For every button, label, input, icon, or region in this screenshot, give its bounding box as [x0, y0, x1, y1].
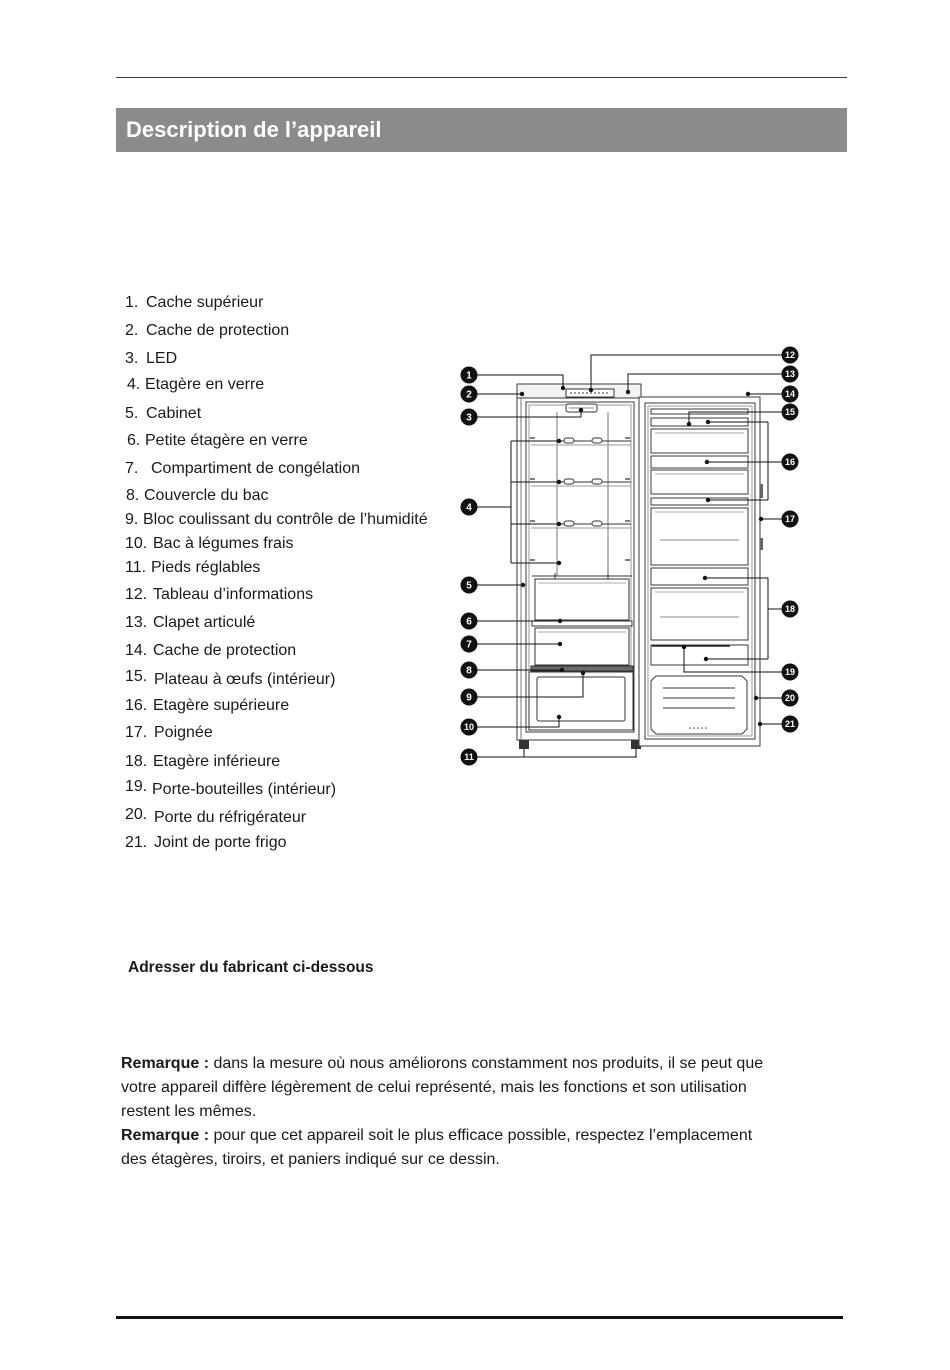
- small-glass-shelf: [532, 621, 632, 626]
- item-label: LED: [146, 350, 178, 367]
- door-bin: [651, 588, 748, 640]
- item-label: Clapet articulé: [153, 614, 256, 631]
- callout-number: 16: [784, 457, 796, 468]
- item-number: 10.: [125, 535, 148, 552]
- item-number: 6.: [127, 432, 141, 449]
- list-item: [125, 668, 445, 689]
- callout-4: [461, 499, 478, 516]
- callout-number: 20: [784, 693, 796, 704]
- item-number: 15.: [125, 668, 148, 685]
- list-item: [125, 724, 445, 742]
- remark-label: Remarque :: [121, 1055, 210, 1072]
- list-item: [125, 697, 445, 715]
- door-shelf: [651, 568, 748, 585]
- callout-13: [782, 366, 799, 383]
- callout-number: 10: [463, 722, 475, 733]
- door-handle: [760, 484, 763, 498]
- callout-8: [461, 662, 478, 679]
- list-item: [125, 614, 445, 632]
- callout-14: [782, 386, 799, 403]
- callout-number: 12: [784, 350, 796, 361]
- item-number: 5.: [125, 405, 139, 422]
- callout-number: 2: [466, 389, 472, 401]
- item-number: 11.: [125, 559, 147, 576]
- callout-number: 9: [466, 692, 472, 704]
- callout-number: 1: [466, 370, 472, 382]
- bottle-holder: [651, 645, 748, 665]
- lower-compartments: [529, 573, 633, 730]
- remark-text: restent les mêmes.: [121, 1103, 257, 1120]
- item-label: Etagère supérieure: [153, 697, 290, 714]
- list-item: [125, 535, 445, 553]
- list-item: [127, 376, 447, 394]
- page-title: Description de l’appareil: [126, 117, 382, 142]
- list-item: [125, 834, 445, 852]
- callout-12: [782, 347, 799, 364]
- callout-number: 19: [784, 667, 796, 678]
- callout-16: [782, 454, 799, 471]
- item-label: Etagère en verre: [145, 376, 265, 393]
- remark-text: pour que cet appareil soit le plus efficace possible, respectez l’emplacement: [213, 1127, 753, 1144]
- item-label: Petite étagère en verre: [145, 432, 308, 449]
- item-number: 3.: [125, 350, 139, 367]
- callout-number: 18: [784, 604, 796, 615]
- item-label: Pieds réglables: [151, 559, 261, 576]
- callout-15: [782, 404, 799, 421]
- callout-7: [461, 636, 478, 653]
- list-item: [125, 322, 445, 340]
- freezer-compartment: [535, 628, 629, 665]
- callout-number: 8: [466, 665, 472, 677]
- item-label: Couvercle du bac: [144, 487, 269, 504]
- remark-text: des étagères, tiroirs, et paniers indiqué sur ce dessin.: [121, 1151, 500, 1168]
- remark-line: [121, 1076, 841, 1100]
- callout-number: 11: [464, 752, 474, 763]
- remark-line: [121, 1052, 841, 1076]
- item-number: 14.: [125, 642, 148, 659]
- top-rule: [116, 77, 847, 78]
- manufacturer-note: Adresser du fabricant ci-dessous: [128, 959, 374, 976]
- list-item: [125, 778, 445, 799]
- door-bin: [651, 508, 748, 565]
- fridge-door: [639, 397, 763, 746]
- item-label: Etagère inférieure: [153, 753, 281, 770]
- bottom-rule: [116, 1316, 843, 1319]
- item-label: Tableau d’informations: [153, 586, 314, 603]
- item-number: 19.: [125, 778, 148, 795]
- callout-2: [461, 386, 478, 403]
- item-number: 7.: [125, 460, 139, 477]
- refrigerator-diagram: [455, 345, 805, 770]
- callout-11: [461, 749, 478, 766]
- remark-label: Remarque :: [121, 1127, 210, 1144]
- remark-line: [121, 1148, 841, 1172]
- item-label: Cache supérieur: [146, 294, 264, 311]
- remarks-section: [121, 1052, 841, 1172]
- list-item: [125, 806, 445, 827]
- callout-9: [461, 689, 478, 706]
- item-number: 12.: [125, 586, 148, 603]
- adjustable-feet: [519, 740, 641, 749]
- list-item: [125, 460, 445, 478]
- callout-19: [782, 664, 799, 681]
- door-shelf: [651, 498, 748, 505]
- item-number: 17.: [125, 724, 148, 741]
- callout-18: [782, 601, 799, 618]
- callout-number: 13: [784, 369, 796, 380]
- door-bottom-panel: [651, 676, 747, 734]
- item-label: Bloc coulissant du contrôle de l’humidité: [143, 511, 428, 528]
- item-label: Bac à légumes frais: [153, 535, 294, 552]
- item-number: 8.: [126, 487, 140, 504]
- callout-3: [461, 409, 478, 426]
- item-label: Porte-bouteilles (intérieur): [152, 781, 337, 798]
- item-label: Plateau à œufs (intérieur): [154, 671, 336, 688]
- list-item: [125, 294, 445, 312]
- callout-number: 3: [466, 412, 472, 424]
- callout-21: [782, 716, 799, 733]
- callout-number: 5: [466, 580, 472, 592]
- item-label: Porte du réfrigérateur: [154, 809, 307, 826]
- list-item: [127, 432, 447, 450]
- list-item: [126, 487, 446, 505]
- list-item: [125, 586, 445, 604]
- list-item: [125, 350, 445, 368]
- item-number: 2.: [125, 322, 139, 339]
- callout-10: [461, 719, 478, 736]
- item-label: Cache de protection: [146, 322, 290, 339]
- item-label: Poignée: [154, 724, 213, 741]
- item-number: 20.: [125, 806, 148, 823]
- callout-number: 7: [466, 639, 472, 651]
- item-label: Joint de porte frigo: [154, 834, 287, 851]
- callout-17: [782, 511, 799, 528]
- callout-5: [461, 577, 478, 594]
- callout-number: 17: [784, 514, 796, 525]
- remark-line: [121, 1124, 841, 1148]
- item-number: 16.: [125, 697, 148, 714]
- callout-1: [461, 367, 478, 384]
- remark-text: votre appareil diffère légèrement de celui représenté, mais les fonctions et son utilisation: [121, 1079, 747, 1096]
- item-number: 18.: [125, 753, 148, 770]
- item-label: Cabinet: [146, 405, 202, 422]
- list-item: [125, 753, 445, 771]
- callout-number: 21: [784, 719, 796, 730]
- callout-20: [782, 690, 799, 707]
- item-label: Compartiment de congélation: [151, 460, 361, 477]
- item-number: 4.: [127, 376, 141, 393]
- list-item: [125, 559, 445, 577]
- item-number: 9.: [125, 511, 139, 528]
- callout-6: [461, 613, 478, 630]
- list-item: [125, 405, 445, 423]
- remark-line: [121, 1100, 841, 1124]
- callout-number: 15: [784, 407, 796, 418]
- remark-text: dans la mesure où nous améliorons constamment nos produits, il se peut que: [213, 1055, 764, 1072]
- item-label: Cache de protection: [153, 642, 297, 659]
- list-item: [125, 642, 445, 660]
- callout-number: 4: [466, 502, 472, 514]
- small-glass-shelf-box: [535, 579, 629, 620]
- item-number: 21.: [125, 834, 148, 851]
- list-item: [125, 511, 445, 529]
- item-number: 13.: [125, 614, 148, 631]
- item-number: 1.: [125, 294, 139, 311]
- section-header: [116, 108, 847, 152]
- callout-number: 6: [466, 616, 472, 628]
- callout-number: 14: [784, 389, 796, 400]
